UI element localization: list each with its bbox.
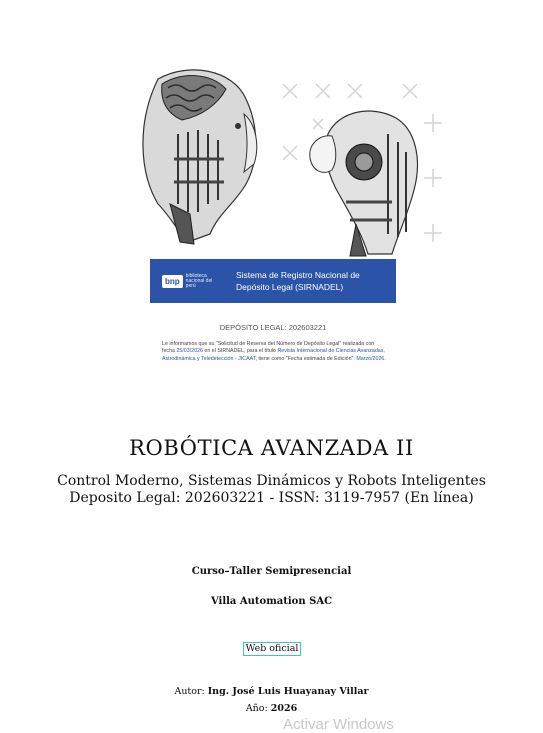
course-type: Curso–Taller Semipresencial: [191, 566, 352, 577]
deposit-notice: [162, 341, 388, 363]
sirnadel-banner: [150, 259, 396, 303]
banner-title-line1: Sistema de Registro Nacional de: [236, 270, 360, 280]
document-subtitle: [0, 473, 543, 507]
notice-text-4: .: [384, 355, 386, 362]
activate-windows-watermark: Activar Windows: [283, 716, 394, 733]
notice-text-1: Le informamos que su "Solicitud de Reserva del Número de Depósito Legal" realizada con fecha: [162, 341, 375, 355]
subtitle-line1: Control Moderno, Sistemas Dinámicos y Robots Inteligentes: [57, 473, 486, 489]
notice-text-3: , tiene como "Fecha estimada de Edición":: [255, 355, 357, 362]
year-value: 2026: [270, 703, 298, 714]
notice-text-2: en el SIRNADEL, para el título: [202, 348, 278, 355]
year-label: Año:: [245, 703, 271, 714]
document-title: ROBÓTICA AVANZADA II: [129, 436, 414, 460]
bnp-logo: [162, 274, 214, 289]
official-web-link[interactable]: Web oficial: [243, 642, 301, 656]
banner-title-line2: Depósito Legal (SIRNADEL): [236, 282, 344, 292]
year-line: [0, 703, 543, 714]
notice-date: 25/03/2026: [176, 348, 203, 355]
subtitle-line2: Deposito Legal: 202603221 - ISSN: 3119-7957 (En línea): [69, 490, 474, 506]
bnp-logo-subtext: biblioteca nacional del perú: [185, 272, 213, 289]
notice-edition-date: Marzo/2026: [356, 355, 385, 362]
company-name: Villa Automation SAC: [210, 596, 333, 607]
author-name: Ing. José Luis Huayanay Villar: [207, 686, 369, 697]
author-label: Autor:: [174, 686, 208, 697]
notice-journal-title: Revista Internacional de Ciencias Avanzadas, Astrodinámica y Teledetección - JICAAT: [162, 348, 385, 362]
author-line: [0, 686, 543, 697]
bnp-logo-text: bnp: [162, 275, 183, 288]
robot-heads-illustration: [118, 64, 448, 259]
deposit-label: DEPÓSITO LEGAL: 202603221: [219, 323, 327, 332]
banner-title: [236, 269, 360, 293]
